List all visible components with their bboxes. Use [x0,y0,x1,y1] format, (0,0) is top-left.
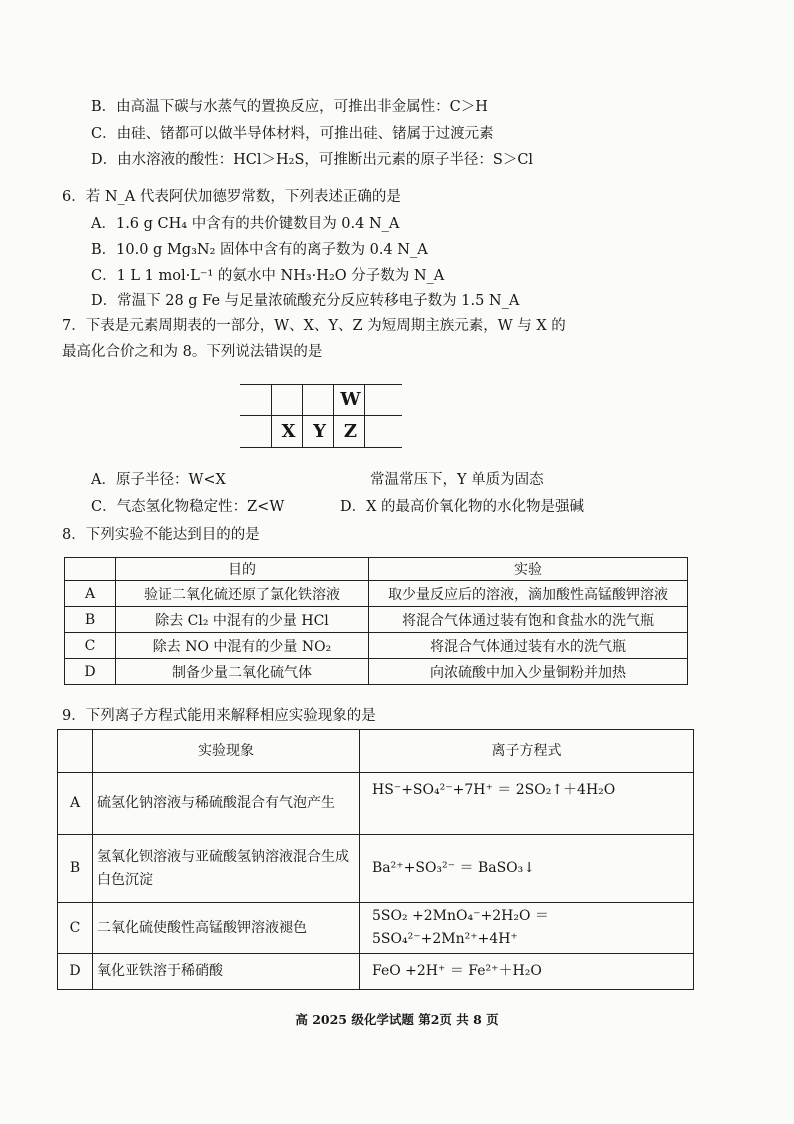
q8-header-purpose: 目的 [116,558,369,581]
q8-row-label: D [65,659,116,685]
q8-row-purpose: 除去 Cl₂ 中混有的少量 HCl [116,607,369,633]
table-row [58,903,694,954]
table-row [58,773,694,835]
q8-header-label [65,558,116,581]
q8-table [64,557,688,685]
q6-stem: 6．若 N_A 代表阿伏加德罗常数，下列表述正确的是 [62,189,401,205]
q9-row-equation: FeO +2H⁺ ＝ Fe²⁺＋H₂O [360,954,694,990]
q8-row-label: A [65,581,116,607]
table-row [58,835,694,903]
table-row [65,581,688,607]
page-footer: 高 2025 级化学试题 第2页 共 8 页 [295,1012,499,1027]
q9-row-phenomenon: 氧化亚铁溶于稀硝酸 [93,954,360,990]
q9-row-phenomenon: 硫氢化钠溶液与稀硫酸混合有气泡产生 [93,773,360,835]
q9-row-phenomenon: 氢氧化钡溶液与亚硫酸氢钠溶液混合生成白色沉淀 [93,835,360,903]
q7-option-d: D．X 的最高价氧化物的水化物是强碱 [340,499,585,515]
q5-option-d: D．由水溶液的酸性：HCl＞H₂S，可推断出元素的原子半径：S＞Cl [91,152,534,168]
q8-row-purpose: 制备少量二氧化硫气体 [116,659,369,685]
cell-y: Y [313,421,326,442]
table-row [58,954,694,990]
q6-option-a: A．1.6 g CH₄ 中含有的共价键数目为 0.4 N_A [91,216,400,232]
q8-header-experiment: 实验 [369,558,688,581]
q9-table [57,729,694,990]
q6-option-d: D．常温下 28 g Fe 与足量浓硫酸充分反应转移电子数为 1.5 N_A [91,293,520,309]
q9-row-label: A [58,773,93,835]
cell-z: Z [343,421,358,442]
q9-row-label: D [58,954,93,990]
q9-stem: 9．下列离子方程式能用来解释相应实验现象的是 [62,708,376,724]
q8-row-experiment: 将混合气体通过装有水的洗气瓶 [369,633,688,659]
q8-row-experiment: 向浓硫酸中加入少量铜粉并加热 [369,659,688,685]
q7-option-b: 常温常压下，Y 单质为固态 [370,472,544,488]
q8-stem: 8．下列实验不能达到目的的是 [62,527,260,543]
q9-header-phenomenon: 实验现象 [93,730,360,773]
q9-row-equation: Ba²⁺+SO₃²⁻ ＝ BaSO₃↓ [360,835,694,903]
q8-row-label: B [65,607,116,633]
q9-row-label: C [58,903,93,954]
q9-row-equation: HS⁻+SO₄²⁻+7H⁺ ＝ 2SO₂↑＋4H₂O [360,773,694,835]
table-row [65,633,688,659]
q8-row-label: C [65,633,116,659]
cell-x: X [281,421,296,442]
q8-row-purpose: 除去 NO 中混有的少量 NO₂ [116,633,369,659]
q9-row-equation: 5SO₂ +2MnO₄⁻+2H₂O ＝ 5SO₄²⁻+2Mn²⁺+4H⁺ [360,903,694,954]
table-row [65,607,688,633]
q9-header-label [58,730,93,773]
q9-row-label: B [58,835,93,903]
q7-option-c: C．气态氢化物稳定性：Z<W [91,499,285,515]
q8-row-experiment: 取少量反应后的溶液，滴加酸性高锰酸钾溶液 [369,581,688,607]
q7-stem-line2: 最高化合价之和为 8。下列说法错误的是 [62,344,323,360]
q9-header-equation: 离子方程式 [360,730,694,773]
q7-option-a: A．原子半径：W<X [91,472,226,488]
q5-option-b: B．由高温下碳与水蒸气的置换反应，可推出非金属性：C＞H [91,99,488,115]
cell-w: W [340,389,361,410]
q6-option-b: B．10.0 g Mg₃N₂ 固体中含有的离子数为 0.4 N_A [91,242,428,258]
q7-stem-line1: 7．下表是元素周期表的一部分，W、X、Y、Z 为短周期主族元素，W 与 X 的 [62,318,566,334]
q8-row-purpose: 验证二氧化硫还原了氯化铁溶液 [116,581,369,607]
q5-option-c: C．由硅、锗都可以做半导体材料，可推出硅、锗属于过渡元素 [91,126,494,142]
periodic-table-fragment [240,384,402,448]
q9-row-phenomenon: 二氧化硫使酸性高锰酸钾溶液褪色 [93,903,360,954]
q8-row-experiment: 将混合气体通过装有饱和食盐水的洗气瓶 [369,607,688,633]
table-row [65,659,688,685]
q6-option-c: C．1 L 1 mol·L⁻¹ 的氨水中 NH₃·H₂O 分子数为 N_A [91,268,445,284]
